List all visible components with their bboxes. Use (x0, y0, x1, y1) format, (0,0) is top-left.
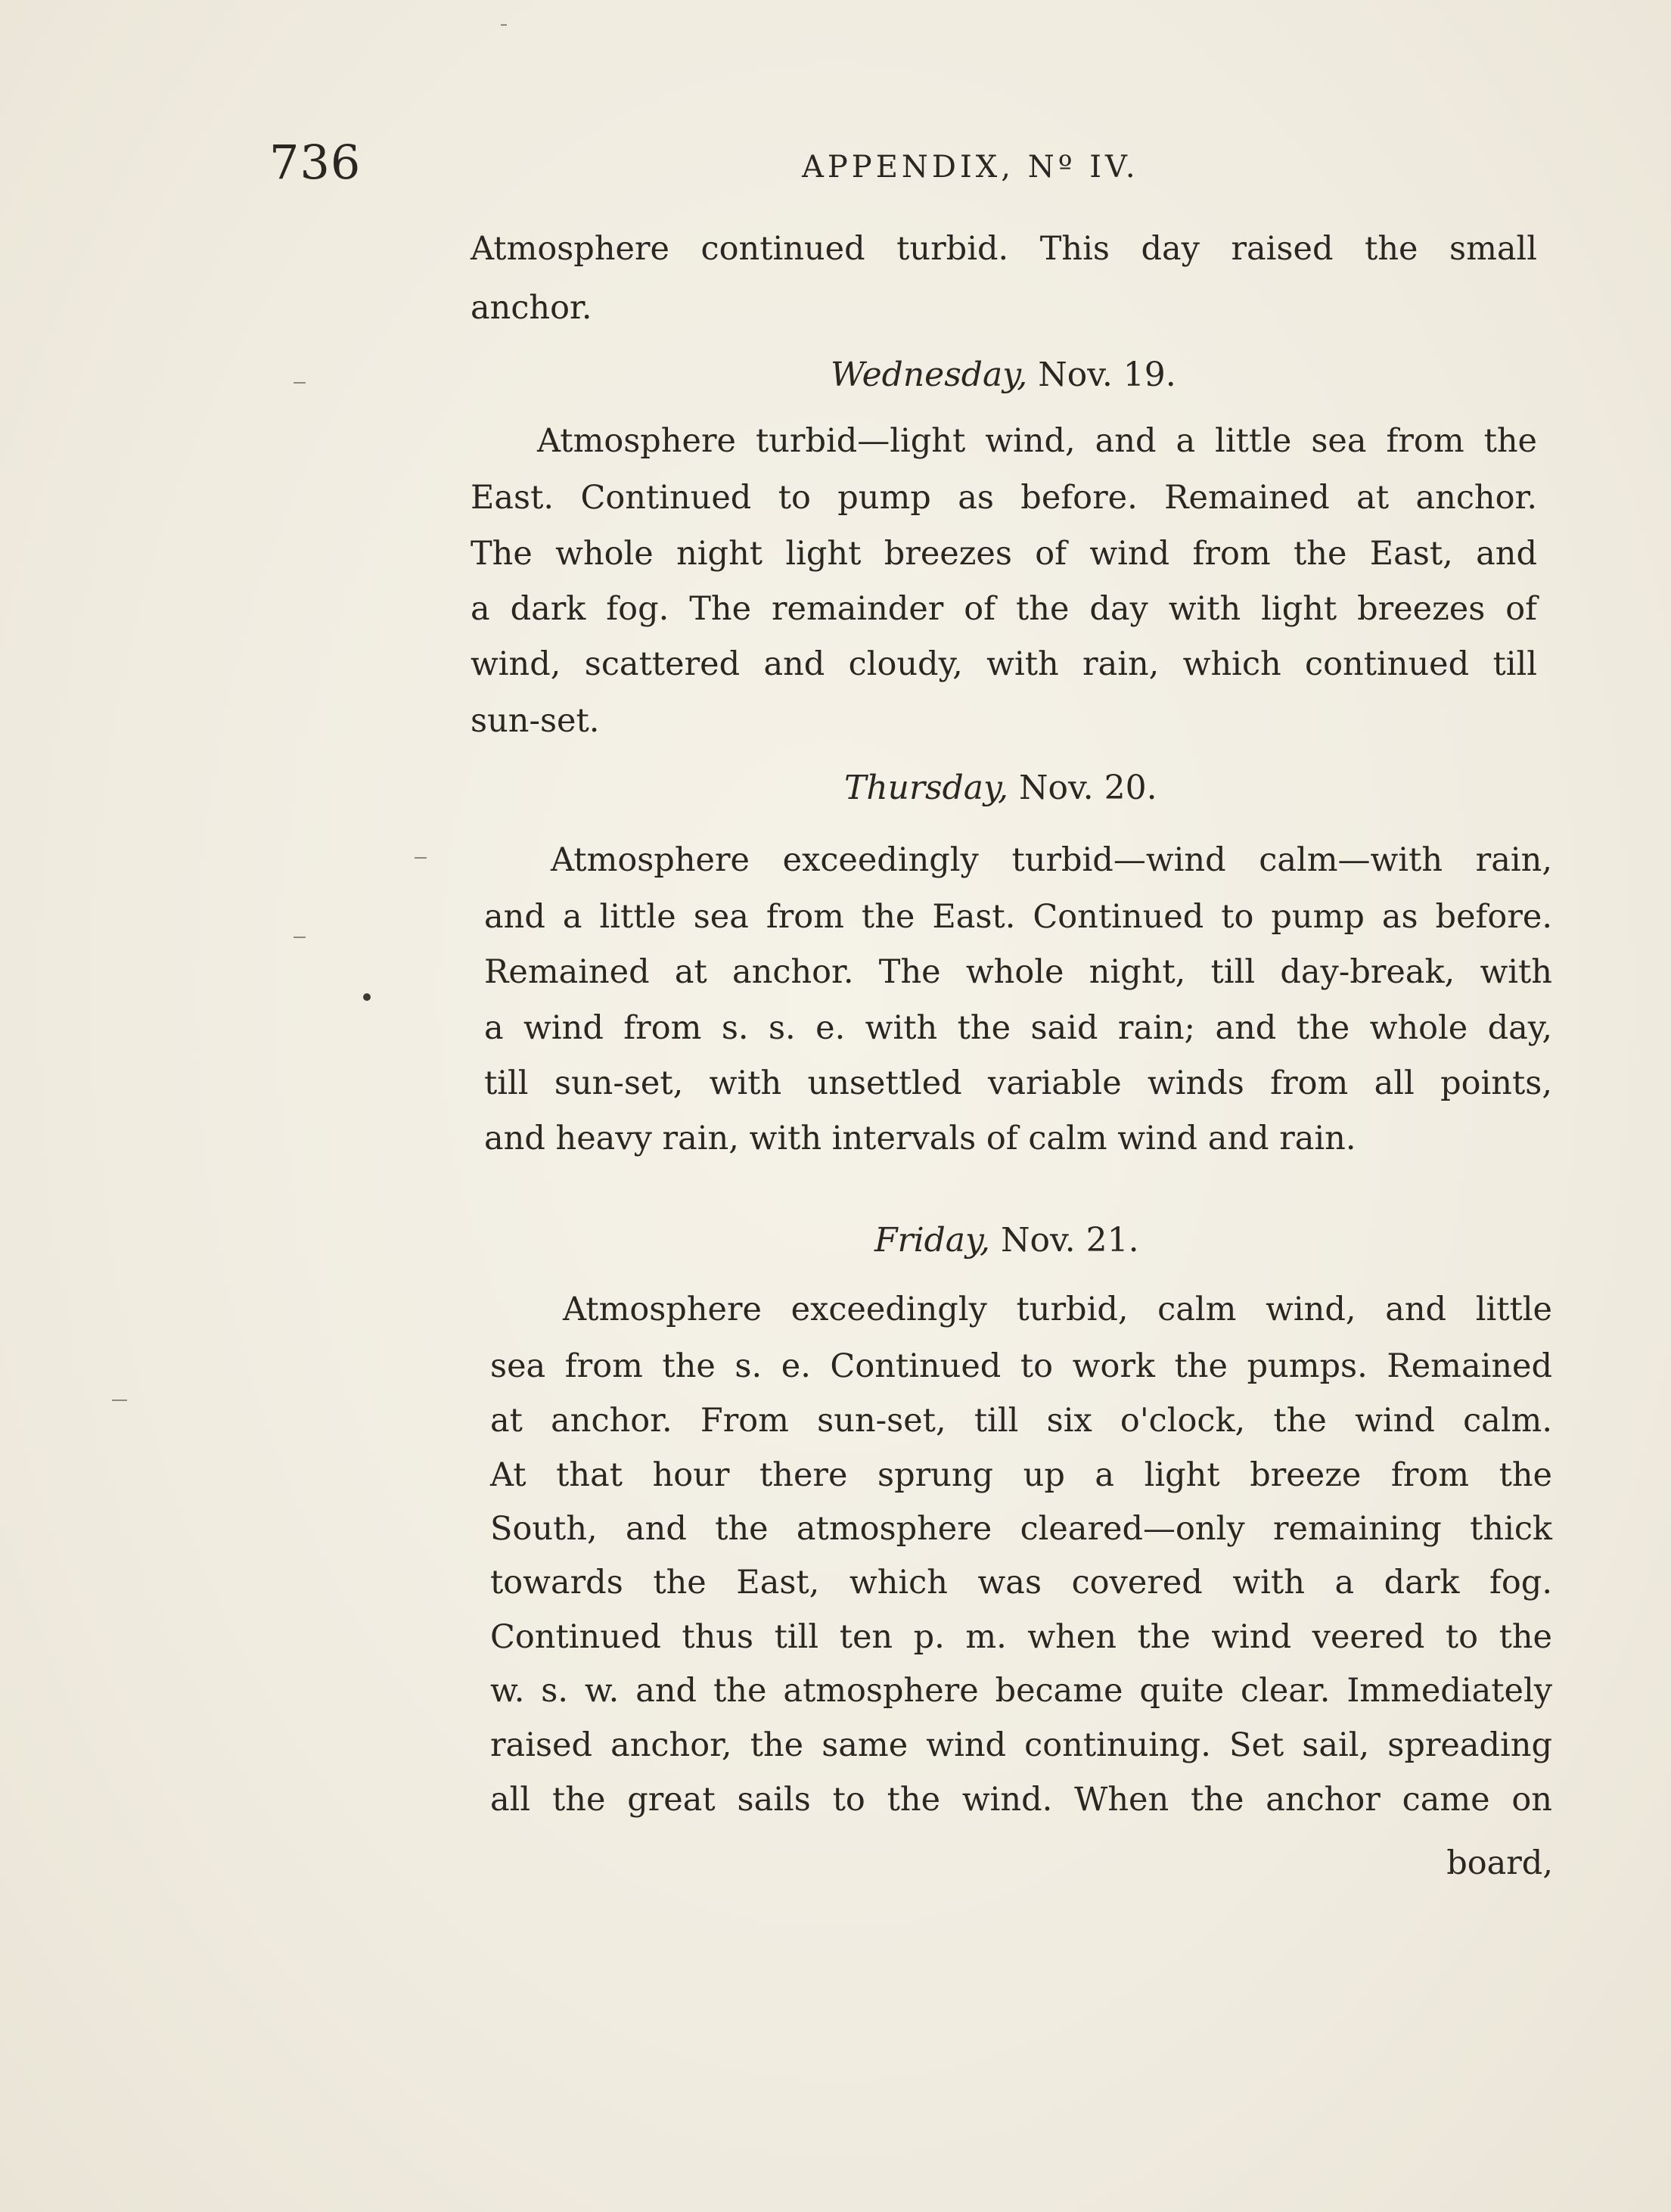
margin-tick (294, 937, 306, 938)
text-line: sun-set. (471, 702, 600, 740)
text-line: all the great sails to the wind. When the anchor came on (490, 1781, 1552, 1819)
text-line: at anchor. From sun-set, till six o'clock, the wind calm. (490, 1402, 1552, 1440)
date-heading-thursday (844, 769, 1157, 807)
text-line: a wind from s. s. e. with the said rain; and the whole day, (484, 1009, 1552, 1047)
day-name: Friday, (874, 1221, 991, 1260)
running-head: APPENDIX, Nº IV. (802, 150, 1139, 185)
text-line: Atmosphere exceedingly turbid—wind calm—with rain, (551, 841, 1552, 879)
text-line: Continued thus till ten p. m. when the wind veered to the (490, 1618, 1552, 1656)
text-line: Atmosphere turbid—light wind, and a little sea from the (537, 422, 1537, 460)
date-heading-friday (874, 1221, 1139, 1260)
page-number: 736 (269, 135, 362, 190)
text-line: South, and the atmosphere cleared—only remaining thick (490, 1510, 1552, 1548)
text-line: anchor. (471, 289, 592, 327)
text-line: Remained at anchor. The whole night, till day-break, with (484, 953, 1552, 991)
day-date: Nov. 21. (1001, 1221, 1139, 1260)
catchword: board, (1446, 1844, 1553, 1882)
day-date: Nov. 20. (1019, 769, 1157, 807)
date-heading-wednesday (831, 356, 1176, 394)
margin-tick (112, 1400, 127, 1401)
text-line: and a little sea from the East. Continued to pump as before. (484, 898, 1552, 936)
text-line: At that hour there sprung up a light breeze from the (490, 1456, 1552, 1494)
text-line: Atmosphere continued turbid. This day raised the small (471, 230, 1537, 268)
text-line: wind, scattered and cloudy, with rain, which continued till (471, 645, 1537, 683)
margin-tick (415, 857, 427, 859)
ink-speck (363, 993, 371, 1001)
text-line: and heavy rain, with intervals of calm wind and rain. (484, 1120, 1356, 1157)
text-line: a dark fog. The remainder of the day with light breezes of (471, 590, 1537, 628)
day-name: Wednesday, (831, 356, 1028, 394)
text-line: towards the East, which was covered with a dark fog. (490, 1564, 1552, 1602)
text-line: sea from the s. e. Continued to work the pumps. Remained (490, 1347, 1552, 1385)
text-line: East. Continued to pump as before. Remained at anchor. (471, 479, 1537, 517)
day-name: Thursday, (844, 769, 1009, 807)
text-line: Atmosphere exceedingly turbid, calm wind, and little (563, 1291, 1552, 1328)
margin-tick (501, 24, 507, 26)
text-line: w. s. w. and the atmosphere became quite clear. Immediately (490, 1672, 1552, 1710)
day-date: Nov. 19. (1038, 356, 1176, 394)
text-line: till sun-set, with unsettled variable winds from all points, (484, 1064, 1552, 1102)
margin-tick (294, 382, 306, 384)
text-line: raised anchor, the same wind continuing. Set sail, spreading (490, 1726, 1552, 1764)
text-line: The whole night light breezes of wind from the East, and (471, 535, 1537, 573)
